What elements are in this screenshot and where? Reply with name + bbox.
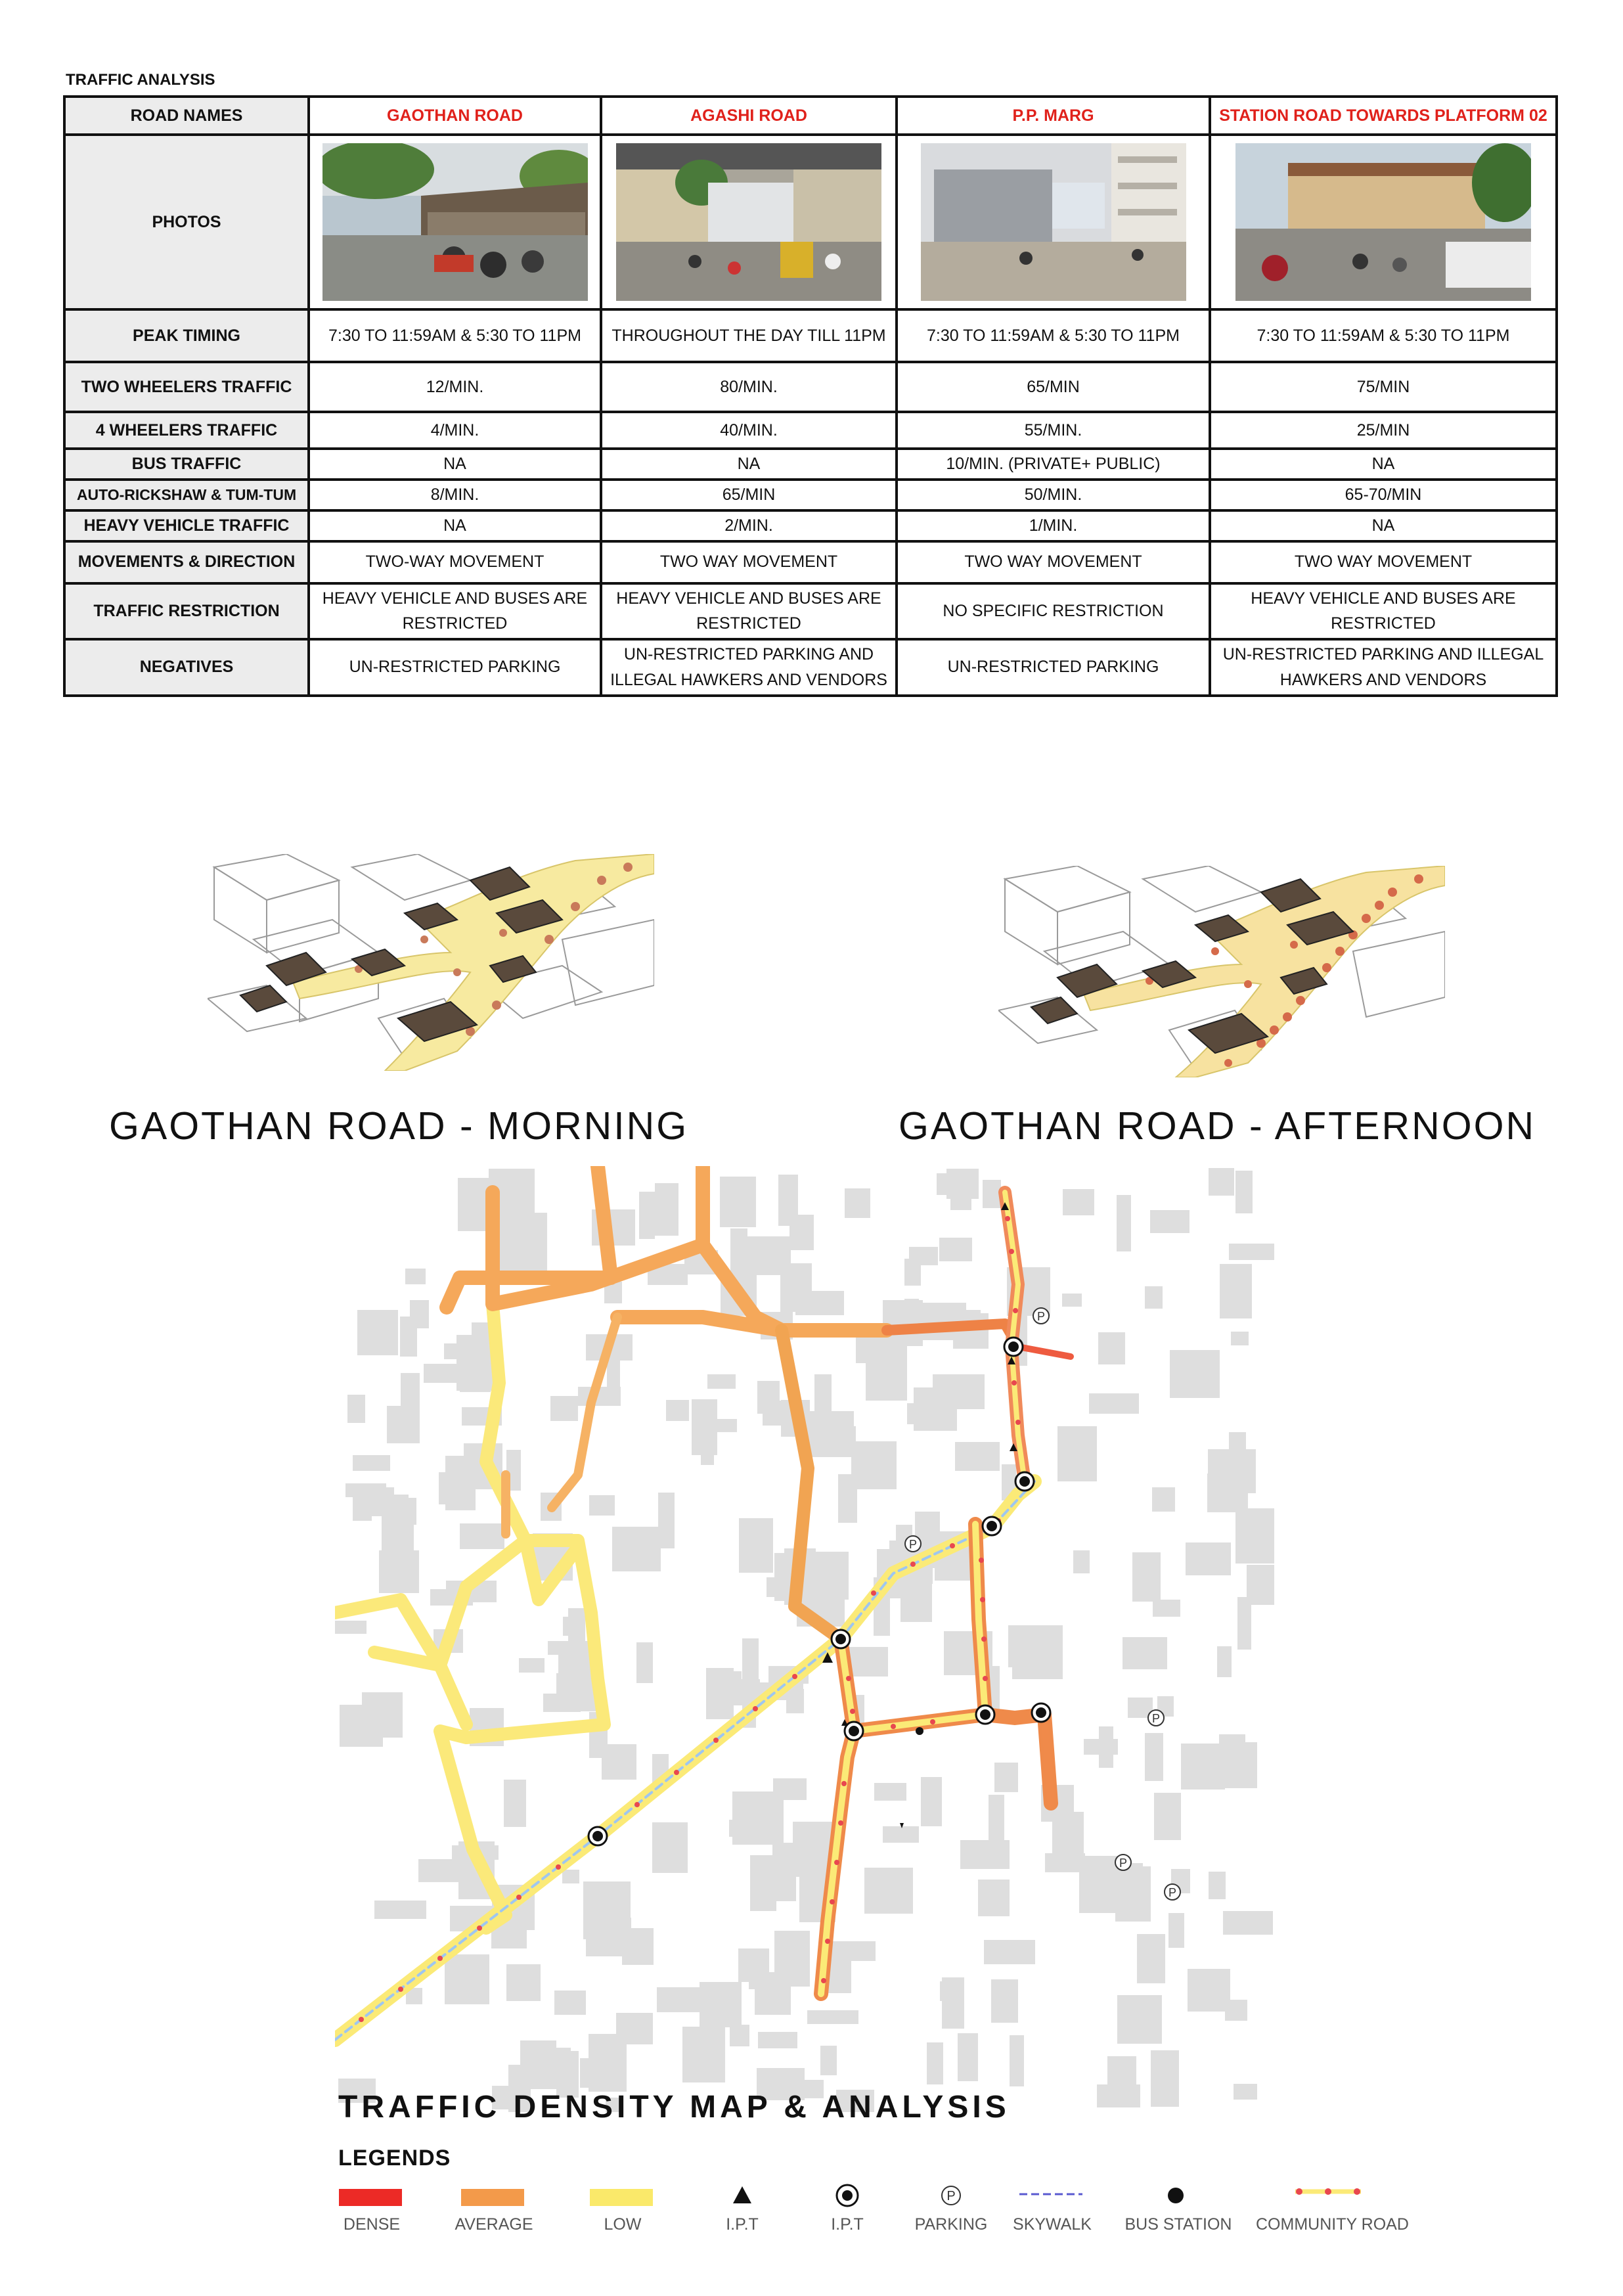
table-cell: TWO-WAY MOVEMENT xyxy=(309,541,601,583)
street-photo-station-road xyxy=(1235,143,1531,301)
road-name-agashi: AGASHI ROAD xyxy=(601,97,897,135)
table-cell: 7:30 TO 11:59AM & 5:30 TO 11PM xyxy=(309,309,601,362)
svg-text:P: P xyxy=(946,2189,956,2203)
table-cell: TWO WAY MOVEMENT xyxy=(897,541,1210,583)
table-row-movements xyxy=(64,541,1557,583)
building xyxy=(374,1901,426,1919)
legend-bus-station xyxy=(1113,2181,1244,2234)
building xyxy=(612,1527,661,1571)
building xyxy=(707,1374,736,1389)
svg-text:P: P xyxy=(1168,1886,1177,1899)
table-row-heavy-vehicle xyxy=(64,510,1557,541)
building xyxy=(347,1395,365,1423)
svg-text:P: P xyxy=(1036,1310,1046,1323)
caption-morning: GAOTHAN ROAD - MORNING xyxy=(109,1104,689,1148)
building xyxy=(1123,1637,1167,1669)
building xyxy=(636,1642,653,1683)
building xyxy=(1154,1793,1181,1840)
building xyxy=(1062,1294,1082,1307)
building xyxy=(984,1940,1035,1964)
table-cell: 65/MIN xyxy=(897,362,1210,412)
table-cell: UN-RESTRICTED PARKING AND ILLEGAL HAWKERS AND VENDORS xyxy=(1210,639,1557,696)
building xyxy=(851,1441,897,1489)
building xyxy=(1220,1264,1252,1318)
building xyxy=(720,1177,756,1227)
row-header: HEAVY VEHICLE TRAFFIC xyxy=(64,510,309,541)
building xyxy=(757,1381,780,1414)
building xyxy=(504,1780,526,1827)
table-cell: 80/MIN. xyxy=(601,362,897,412)
road-name-station-road: STATION ROAD TOWARDS PLATFORM 02 xyxy=(1210,97,1557,135)
legend-low xyxy=(557,2181,688,2234)
photo-cell xyxy=(897,135,1210,309)
legend-label: BUS STATION xyxy=(1124,2215,1232,2234)
building xyxy=(1063,1189,1094,1215)
building xyxy=(778,1175,798,1226)
building xyxy=(983,1180,1001,1208)
building xyxy=(1073,1550,1090,1573)
building xyxy=(807,2010,858,2024)
building xyxy=(820,2046,837,2075)
building xyxy=(586,1918,631,1956)
axonometric-view-morning xyxy=(208,854,654,1071)
building xyxy=(519,1658,545,1673)
table-cell: 1/MIN. xyxy=(897,510,1210,541)
building xyxy=(828,1953,851,1993)
map-canvas xyxy=(335,1166,1274,2112)
road-name-pp-marg: P.P. MARG xyxy=(897,97,1210,135)
building xyxy=(1188,1969,1230,2012)
building xyxy=(1207,1474,1248,1512)
row-header-road-names: ROAD NAMES xyxy=(64,97,309,135)
building xyxy=(1057,1426,1097,1481)
ipt-circle-icon xyxy=(845,1722,863,1740)
map-title: TRAFFIC DENSITY MAP & ANALYSIS xyxy=(338,2090,1010,2125)
table-header-row xyxy=(64,97,1557,135)
building xyxy=(554,1991,586,2015)
building xyxy=(774,1931,810,1987)
building xyxy=(1137,1934,1165,1983)
building xyxy=(921,1777,942,1826)
building xyxy=(773,1778,807,1800)
row-header-photos: PHOTOS xyxy=(64,135,309,309)
table-cell: UN-RESTRICTED PARKING AND ILLEGAL HAWKERS AND VENDORS xyxy=(601,639,897,696)
photo-cell xyxy=(601,135,897,309)
legend-label: DENSE xyxy=(343,2215,401,2234)
building xyxy=(550,1396,578,1421)
table-cell: 50/MIN. xyxy=(897,480,1210,510)
building xyxy=(1209,1872,1226,1899)
building xyxy=(1223,1911,1273,1935)
building xyxy=(1117,1995,1162,2044)
traffic-analysis-table xyxy=(63,95,1558,697)
building xyxy=(939,1238,972,1261)
legend-dense xyxy=(306,2181,437,2234)
building xyxy=(730,2025,749,2046)
bus-station-icon xyxy=(1168,2188,1184,2203)
building xyxy=(1150,1210,1189,1233)
building xyxy=(1229,1244,1274,1260)
building xyxy=(780,1263,812,1312)
table-cell: 55/MIN. xyxy=(897,412,1210,449)
row-header: NEGATIVES xyxy=(64,639,309,696)
building xyxy=(357,1310,398,1355)
row-header: AUTO-RICKSHAW & TUM-TUM xyxy=(64,480,309,510)
table-cell: NA xyxy=(309,510,601,541)
building xyxy=(1089,1393,1139,1414)
road-name-gaothan: GAOTHAN ROAD xyxy=(309,97,601,135)
building xyxy=(1186,1542,1231,1575)
building xyxy=(520,2040,556,2089)
ipt-circle-icon xyxy=(983,1517,1001,1535)
building xyxy=(1045,1853,1085,1872)
building xyxy=(933,1374,985,1409)
table-cell: 8/MIN. xyxy=(309,480,601,510)
table-cell: THROUGHOUT THE DAY TILL 11PM xyxy=(601,309,897,362)
table-cell: 12/MIN. xyxy=(309,362,601,412)
building xyxy=(652,1822,688,1873)
row-header: BUS TRAFFIC xyxy=(64,449,309,480)
legend-label: COMMUNITY ROAD xyxy=(1256,2215,1409,2234)
building xyxy=(445,1954,489,2004)
building xyxy=(558,1653,594,1676)
building xyxy=(1231,1332,1249,1345)
building xyxy=(1234,2084,1257,2100)
building xyxy=(1237,1597,1251,1650)
ipt-circle-icon xyxy=(976,1705,994,1724)
building xyxy=(1098,1332,1125,1364)
triangle-icon xyxy=(733,2186,751,2203)
building xyxy=(927,2042,943,2084)
building xyxy=(1151,2050,1179,2107)
ipt-circle-icon xyxy=(589,1827,607,1845)
legend-community-road xyxy=(1256,2181,1407,2234)
table-row-negatives xyxy=(64,639,1557,696)
building xyxy=(682,2027,725,2082)
legend-label: LOW xyxy=(604,2215,642,2234)
legend-label: I.P.T xyxy=(831,2215,864,2234)
table-cell: 7:30 TO 11:59AM & 5:30 TO 11PM xyxy=(1210,309,1557,362)
parking-icon xyxy=(1148,1710,1164,1726)
table-cell: 10/MIN. (PRIVATE+ PUBLIC) xyxy=(897,449,1210,480)
building xyxy=(772,1843,796,1901)
legend-label: SKYWALK xyxy=(1013,2215,1092,2234)
building xyxy=(1012,1625,1063,1679)
table-cell: NA xyxy=(1210,449,1557,480)
table-title: TRAFFIC ANALYSIS xyxy=(66,71,215,89)
building xyxy=(418,1859,461,1882)
building xyxy=(1209,1168,1234,1196)
building xyxy=(401,1373,420,1410)
table-cell: 25/MIN xyxy=(1210,412,1557,449)
building xyxy=(460,1523,504,1549)
building xyxy=(1235,1171,1253,1213)
ipt-circle-icon xyxy=(1015,1472,1034,1491)
building xyxy=(1152,1487,1175,1512)
building xyxy=(400,1317,417,1357)
building xyxy=(1225,2000,1247,2021)
photos-row xyxy=(64,135,1557,309)
table-cell: NA xyxy=(601,449,897,480)
building xyxy=(864,1868,913,1914)
parking-icon xyxy=(1115,1855,1131,1870)
dense-swatch xyxy=(339,2189,402,2206)
building xyxy=(960,1840,1010,1869)
svg-text:P: P xyxy=(1151,1712,1161,1725)
building xyxy=(655,1183,678,1236)
building xyxy=(1145,1733,1163,1781)
table-cell: 40/MIN. xyxy=(601,412,897,449)
building xyxy=(340,1705,383,1747)
row-header: TWO WHEELERS TRAFFIC xyxy=(64,362,309,412)
table-row-peak-timing xyxy=(64,309,1557,362)
building xyxy=(1229,1432,1246,1452)
building xyxy=(589,1495,615,1516)
building xyxy=(994,1763,1018,1792)
building xyxy=(958,2033,978,2081)
ipt-circle-icon xyxy=(1004,1338,1023,1356)
building xyxy=(1132,1552,1161,1602)
svg-text:P: P xyxy=(1119,1857,1128,1870)
building xyxy=(335,1621,367,1634)
building xyxy=(806,1411,854,1457)
table-cell: 65/MIN xyxy=(601,480,897,510)
ipt-circle-icon xyxy=(1032,1703,1050,1722)
building xyxy=(563,1617,579,1636)
building xyxy=(1145,1286,1163,1309)
building xyxy=(904,1259,921,1286)
building xyxy=(883,1826,919,1843)
street-photo-pp-marg xyxy=(921,143,1186,301)
axonometric-view-afternoon xyxy=(998,866,1445,1077)
table-row-bus-traffic xyxy=(64,449,1557,480)
building xyxy=(758,2032,797,2048)
table-row-four-wheelers xyxy=(64,412,1557,449)
building xyxy=(585,2062,616,2083)
building xyxy=(506,1964,541,2001)
caption-afternoon: GAOTHAN ROAD - AFTERNOON xyxy=(899,1104,1536,1148)
table-cell: 7:30 TO 11:59AM & 5:30 TO 11PM xyxy=(897,309,1210,362)
building xyxy=(1235,1508,1274,1564)
table-cell: NA xyxy=(309,449,601,480)
photo-cell xyxy=(309,135,601,309)
building xyxy=(556,1673,596,1711)
street-photo-gaothan xyxy=(322,143,588,301)
table-row-restriction xyxy=(64,583,1557,640)
building xyxy=(562,1870,579,1883)
table-cell: UN-RESTRICTED PARKING xyxy=(897,639,1210,696)
row-header: MOVEMENTS & DIRECTION xyxy=(64,541,309,583)
legend-label: PARKING xyxy=(914,2215,988,2234)
building xyxy=(1117,1195,1131,1251)
row-header: PEAK TIMING xyxy=(64,309,309,362)
building xyxy=(955,1442,1000,1471)
building xyxy=(706,1668,734,1719)
table-row-two-wheelers xyxy=(64,362,1557,412)
average-swatch xyxy=(461,2189,524,2206)
table-cell: HEAVY VEHICLE AND BUSES ARE RESTRICTED xyxy=(1210,583,1557,640)
building xyxy=(1010,2035,1024,2086)
building xyxy=(978,1880,1010,1916)
photo-cell xyxy=(1210,135,1557,309)
legend-average xyxy=(428,2181,560,2234)
row-header: 4 WHEELERS TRAFFIC xyxy=(64,412,309,449)
legend-skywalk xyxy=(987,2181,1118,2234)
building xyxy=(1217,1646,1232,1677)
building xyxy=(701,1419,737,1432)
table-cell: TWO WAY MOVEMENT xyxy=(601,541,897,583)
table-cell: NO SPECIFIC RESTRICTION xyxy=(897,583,1210,640)
table-cell: NA xyxy=(1210,510,1557,541)
building xyxy=(1181,1744,1225,1790)
svg-text:P: P xyxy=(908,1538,918,1551)
building xyxy=(845,1188,870,1218)
parking-icon xyxy=(1033,1308,1049,1324)
bus-station-icon xyxy=(916,1727,923,1735)
row-header: TRAFFIC RESTRICTION xyxy=(64,583,309,640)
building xyxy=(387,1406,420,1443)
building xyxy=(1153,1600,1180,1617)
building xyxy=(353,1455,390,1471)
building xyxy=(739,1518,773,1573)
ipt-circle-icon xyxy=(832,1630,850,1648)
street-photo-agashi xyxy=(616,143,881,301)
table-cell: 4/MIN. xyxy=(309,412,601,449)
legend-label: I.P.T xyxy=(726,2215,759,2234)
building xyxy=(874,1783,906,1801)
building xyxy=(666,1400,689,1421)
building xyxy=(602,1744,636,1780)
building xyxy=(639,1192,655,1239)
table-row-auto-rickshaw xyxy=(64,480,1557,510)
table-cell: TWO WAY MOVEMENT xyxy=(1210,541,1557,583)
building xyxy=(353,1483,372,1521)
building xyxy=(607,1358,620,1403)
building xyxy=(1168,1913,1184,1948)
building xyxy=(657,1987,700,2012)
building xyxy=(1099,1726,1113,1768)
low-swatch xyxy=(590,2189,653,2206)
legend-title: LEGENDS xyxy=(338,2146,451,2171)
table-cell: HEAVY VEHICLE AND BUSES ARE RESTRICTED xyxy=(601,583,897,640)
building xyxy=(940,1981,962,2001)
table-cell: 2/MIN. xyxy=(601,510,897,541)
building xyxy=(405,1269,426,1284)
table-cell: HEAVY VEHICLE AND BUSES ARE RESTRICTED xyxy=(309,583,601,640)
traffic-density-map xyxy=(335,1166,1274,2112)
building xyxy=(1107,2056,1136,2092)
building xyxy=(904,1299,919,1322)
building xyxy=(866,1345,907,1401)
table-cell: UN-RESTRICTED PARKING xyxy=(309,639,601,696)
parking-icon xyxy=(905,1536,921,1552)
building xyxy=(991,1979,1018,2023)
table-cell: 65-70/MIN xyxy=(1210,480,1557,510)
legend-label: AVERAGE xyxy=(455,2215,533,2234)
building xyxy=(700,1982,742,2027)
parking-icon xyxy=(1165,1884,1180,1900)
building xyxy=(946,1169,979,1199)
building xyxy=(900,1569,932,1622)
building xyxy=(1170,1350,1220,1398)
building xyxy=(729,1820,772,1837)
building xyxy=(1225,1742,1257,1788)
table-cell: 75/MIN xyxy=(1210,362,1557,412)
